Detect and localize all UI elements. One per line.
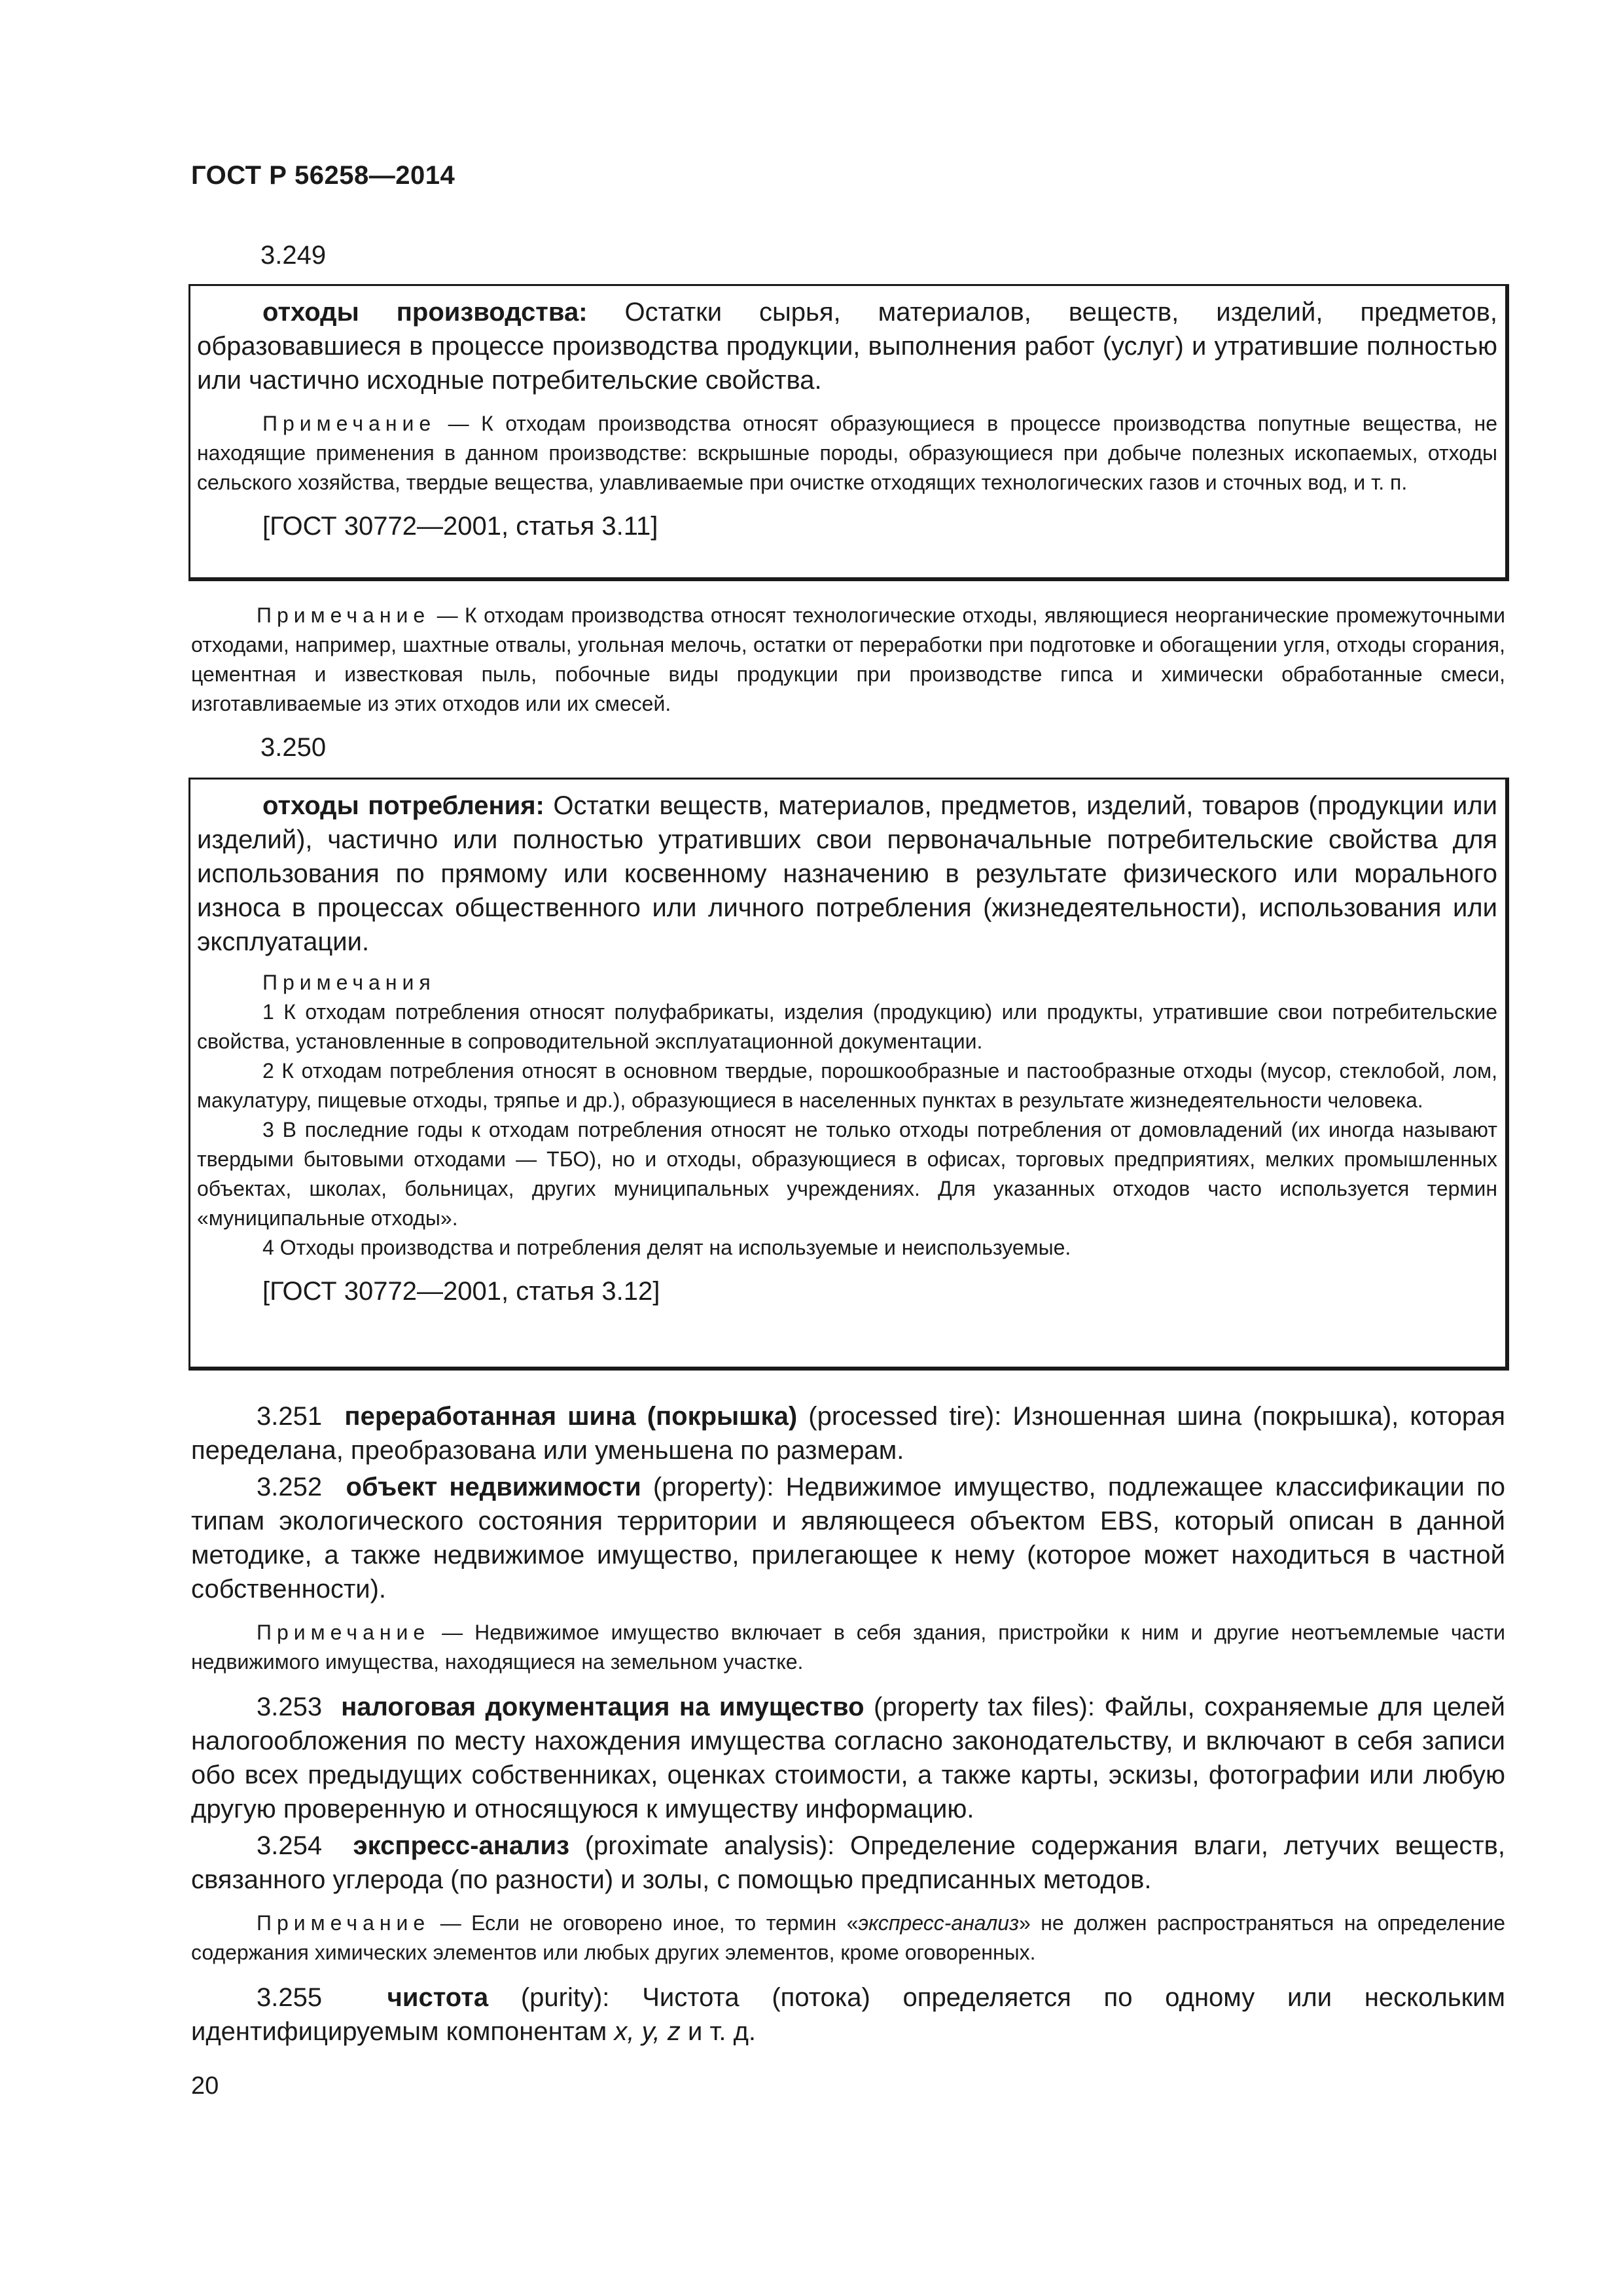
note-text: — К отходам производства относят образующиеся в процессе производства попутные вещества, не находящие применения в данном производстве: вскрышные породы, образующиеся при добыче полезных ископаемых, отходы сельского хозяйства, твердые вещества, улавливаемые при очистке отходящих технологических газов и сточных вод, и т. п. [197,412,1497,494]
definition-text: Недвижимое имущество, подлежащее классификации по типам экологического состояния территории и являющееся объектом EBS, который описан в данной методике, а также недвижимое имущество, прилегающее к нему (которое может находиться в частной собственности). [191,1473,1506,1604]
note-label: Примечание [257,1911,431,1935]
note-item: 1 К отходам потребления относят полуфабрикаты, изделия (продукцию) или продукты, утратившие свои потребительские свойства, установленные в сопроводительной эксплуатационной документации. [197,1000,1497,1053]
term-3-252 [191,1470,1505,1606]
variables: x, y, z [614,2017,681,2046]
terms-list [191,1399,1505,2049]
term-3-254 [191,1829,1505,1897]
english-term: (property tax files): [864,1693,1095,1721]
note-text: — Недвижимое имущество включает в себя здания, пристройки к ним и другие неотъемлемые части недвижимого имущества, находящиеся на земельном участке. [191,1621,1505,1674]
note-item: 3 В последние годы к отходам потребления относят не только отходы потребления от домовладений (их иногда называют твердыми бытовыми отходами — ТБО), но и отходы, образующиеся в офисах, торговых предприятиях, мелких промышленных объектах, школах, больницах, других муниципальных учреждениях. Для указанных отходов часто используется термин «муниципальные отходы». [197,1118,1497,1230]
term: экспресс-анализ [353,1831,569,1860]
section-number: 3.250 [260,733,327,762]
term-3-251 [191,1399,1505,1467]
section-number: 3.254 [257,1831,323,1860]
definition-tail: и т. д. [680,2017,757,2046]
definition-text: Файлы, сохраняемые для целей налогообложения по месту нахождения имущества согласно законодательству, и включают в себя записи обо всех предыдущих собственниках, оценках стоимости, а также карты, эскизы, фотографии или любую другую проверенную и относящуюся к имуществу информацию. [191,1693,1505,1823]
note-item: 4 Отходы производства и потребления делят на используемые и неиспользуемые. [262,1236,1071,1259]
note-item: 2 К отходам потребления относят в основном твердые, порошкообразные и пастообразные отходы (мусор, стеклобой, лом, макулатуру, пищевые отходы, тряпье и др.), образующиеся в населенных пунктах в результате жизнедеятельности человека. [197,1059,1497,1112]
term: налоговая документация на имущество [341,1693,865,1721]
outer-note [191,601,1505,719]
note-3-252 [191,1618,1505,1677]
english-term: (processed tire): [797,1402,1002,1431]
note-3-254 [191,1909,1505,1967]
english-term: (property): [641,1473,774,1501]
term: объект недвижимости [346,1473,641,1501]
definition-text: Чистота (потока) определяется по одному или нескольким идентифицируемым компонентам [191,1983,1505,2046]
document-header: ГОСТ Р 56258—2014 [191,161,455,190]
section-number: 3.253 [257,1693,323,1721]
term: отходы производства: [262,298,588,327]
page-number: 20 [191,2072,219,2100]
notes-label-text: Примечания [262,971,436,994]
definition-text: Остатки веществ, материалов, предметов, изделий, товаров (продукции или изделий), частично или полностью утративших свои первоначальные потребительские свойства для использования по прямому или косвенному назначению в результате физического или морального износа в процессах общественного или личного потребления (жизнедеятельности), использования или эксплуатации. [197,791,1497,956]
english-term: (proximate analysis): [569,1831,835,1860]
note-text: — Если не оговорено иное, то термин « [430,1911,859,1935]
note-label: Примечание [257,1621,431,1644]
term: чистота [387,1983,489,2012]
source-reference: [ГОСТ 30772—2001, статья 3.11] [262,512,658,541]
section-number: 3.252 [257,1473,323,1501]
english-term: (purity): [488,1983,610,2012]
outer-note-3-249 [191,601,1505,719]
source-reference: [ГОСТ 30772—2001, статья 3.12] [262,1277,660,1306]
definition-text: Остатки сырья, материалов, веществ, изделий, предметов, образовавшиеся в процессе производства продукции, выполнения работ (услуг) и утратившие полностью или частично исходные потребительские свойства. [197,298,1497,395]
term: отходы потребления: [262,791,544,820]
note-text: — К отходам производства относят технологические отходы, являющиеся неорганические промежуточными отходами, например, шахтные отвалы, угольная мелочь, остатки от переработки при подготовке и обогащении угля, отходы сгорания, цементная и известковая пыль, побочные виды продукции при производстве гипса и химически обработанные смеси, изготавливаемые из этих отходов или их смесей. [191,603,1505,715]
definition-text: Определение содержания влаги, летучих веществ, связанного углерода (по разности) и золы, с помощью предписанных методов. [191,1831,1505,1894]
definition-text: Изношенная шина (покрышка), которая переделана, преобразована или уменьшена по размерам. [191,1402,1505,1465]
note-term: экспресс-анализ [858,1911,1019,1935]
term-3-253 [191,1690,1505,1826]
notes-label [197,968,1497,997]
section-number: 3.251 [257,1402,323,1431]
note-label: Примечание [262,412,437,435]
term-box-3-249 [188,284,1509,581]
note-label: Примечание [257,603,431,627]
term-box-3-250 [188,778,1509,1371]
term: переработанная шина (покрышка) [344,1402,798,1431]
box-note [197,409,1497,497]
term-definition [197,789,1497,959]
section-number: 3.255 [257,1983,323,2012]
section-number: 3.249 [260,241,327,270]
note-text: » не должен распространяться на определение содержания химических элементов или любых других элементов, кроме оговоренных. [191,1911,1506,1964]
term-definition [197,295,1497,397]
term-3-255 [191,1981,1505,2049]
